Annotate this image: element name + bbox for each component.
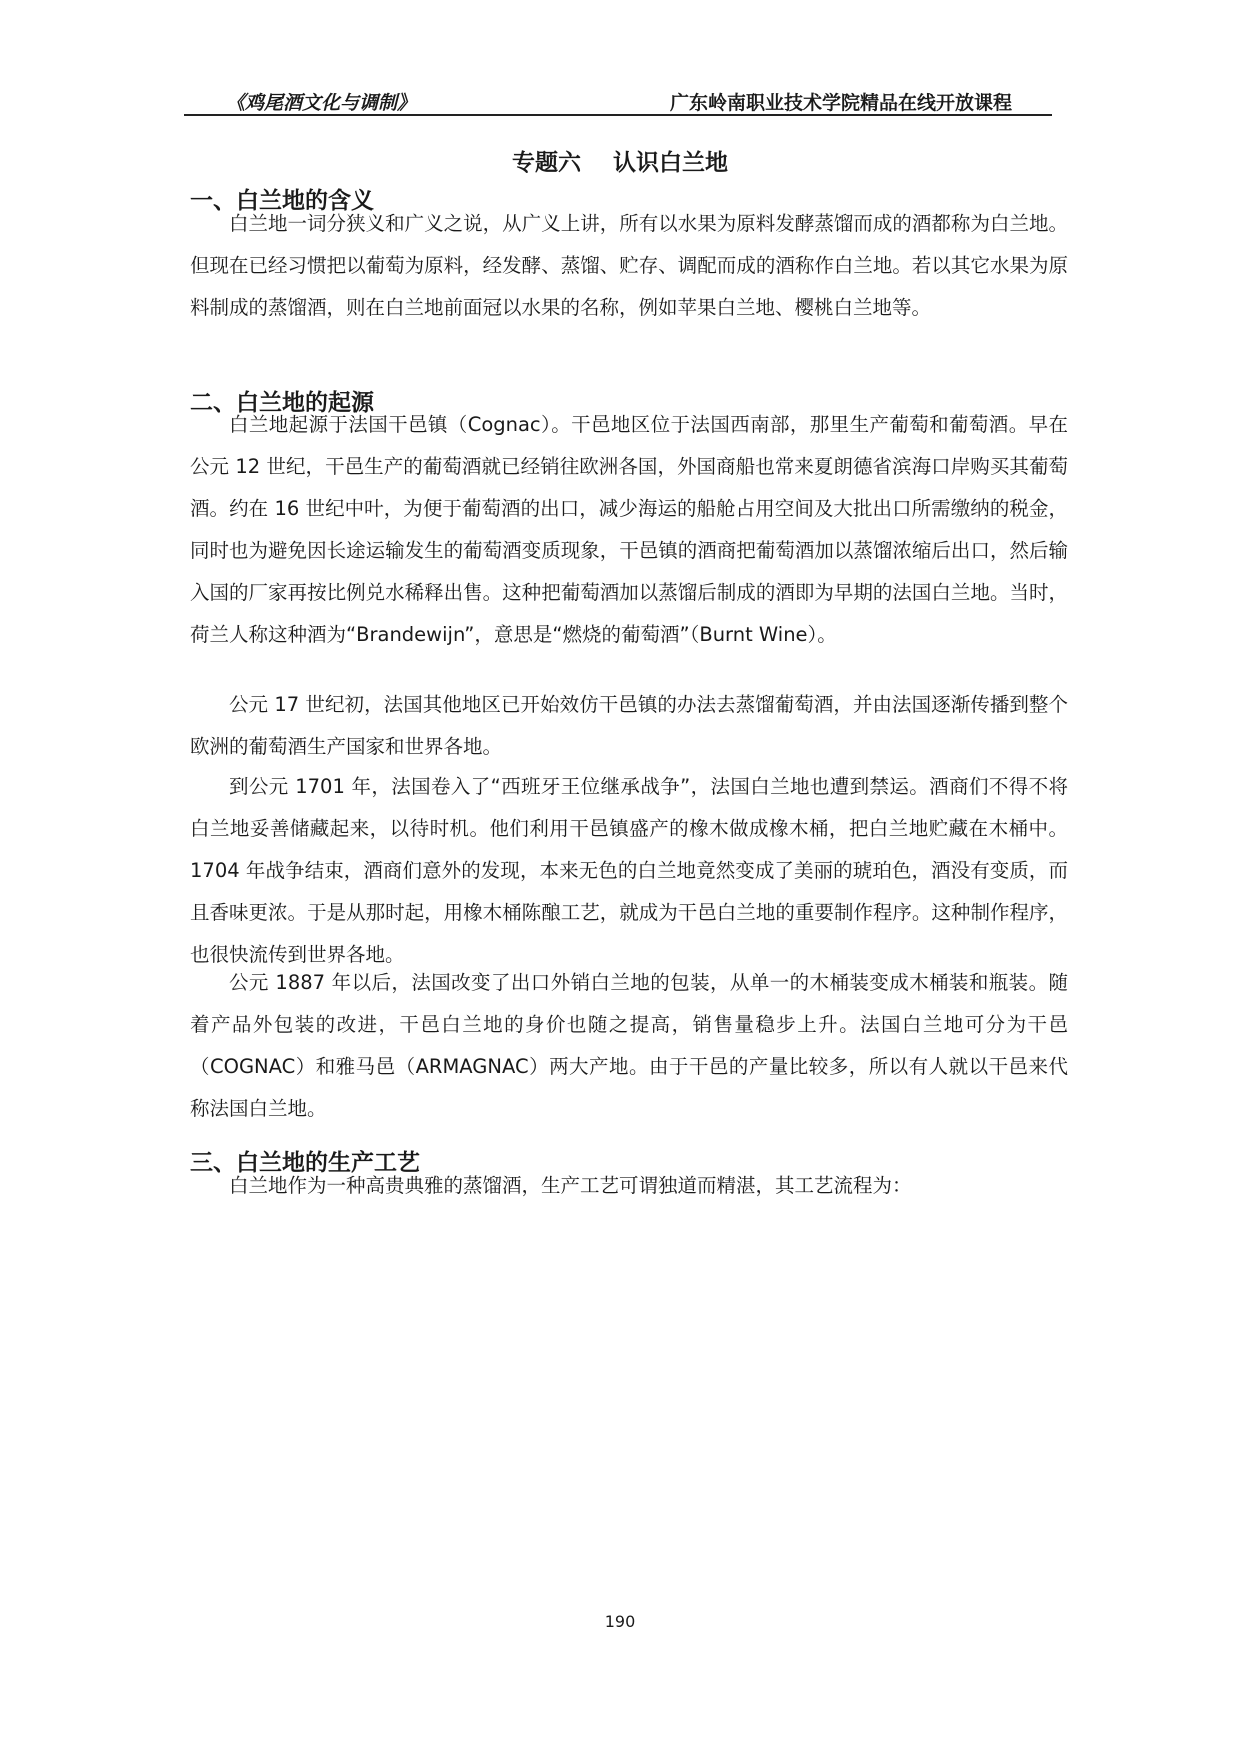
- header-course-title: 《鸡尾酒文化与调制》: [226, 92, 417, 114]
- section-heading-origin: 二、白兰地的起源: [190, 390, 374, 416]
- section-heading-production: 三、白兰地的生产工艺: [190, 1150, 420, 1176]
- section-heading-meaning: 一、白兰地的含义: [190, 188, 374, 214]
- paragraph: 公元 17 世纪初，法国其他地区已开始效仿干邑镇的办法去蒸馏葡萄酒，并由法国逐渐传播到整个欧洲的葡萄酒生产国家和世界各地。: [190, 693, 1068, 758]
- paragraph: 白兰地起源于法国干邑镇（Cognac）。干邑地区位于法国西南部，那里生产葡萄和葡萄酒。早在公元 12 世纪，干邑生产的葡萄酒就已经销往欧洲各国，外国商船也常来夏朗德省滨海口岸购买其葡萄酒。约在 16 世纪中叶，为便于葡萄酒的出口，减少海运的船舱占用空间及大批出口所需缴纳的税金，同时也为避免因长途运输发生的葡萄酒变质现象，干邑镇的酒商把葡萄酒加以蒸馏浓缩后出口，然后输入国的厂家再按比例兑水稀释出售。这种把葡萄酒加以蒸馏后制成的酒即为早期的法国白兰地。当时，荷兰人称这种酒为“Brandewijn”，意思是“燃烧的葡萄酒”（Burnt Wine）。: [190, 413, 1068, 646]
- page-header: [184, 84, 1052, 116]
- page-number: 190: [604, 1612, 636, 1631]
- paragraph: 白兰地一词分狭义和广义之说，从广义上讲，所有以水果为原料发酵蒸馏而成的酒都称为白兰地。但现在已经习惯把以葡萄为原料，经发酵、蒸馏、贮存、调配而成的酒称作白兰地。若以其它水果为原料制成的蒸馏酒，则在白兰地前面冠以水果的名称，例如苹果白兰地、樱桃白兰地等。: [190, 212, 1068, 319]
- paragraph: 到公元 1701 年，法国卷入了“西班牙王位继承战争”，法国白兰地也遭到禁运。酒商们不得不将白兰地妥善储藏起来，以待时机。他们利用干邑镇盛产的橡木做成橡木桶，把白兰地贮藏在木桶中。1704 年战争结束，酒商们意外的发现，本来无色的白兰地竟然变成了美丽的琥珀色，酒没有变质，而且香味更浓。于是从那时起，用橡木桶陈酿工艺，就成为干邑白兰地的重要制作程序。这种制作程序，也很快流传到世界各地。: [190, 775, 1068, 966]
- chapter-title: 专题六 认识白兰地: [511, 150, 729, 176]
- paragraph: 白兰地作为一种高贵典雅的蒸馏酒，生产工艺可谓独道而精湛，其工艺流程为：: [229, 1174, 912, 1197]
- paragraph: 公元 1887 年以后，法国改变了出口外销白兰地的包装，从单一的木桶装变成木桶装和瓶装。随着产品外包装的改进，干邑白兰地的身价也随之提高，销售量稳步上升。法国白兰地可分为干邑（COGNAC）和雅马邑（ARMAGNAC）两大产地。由于干邑的产量比较多，所以有人就以干邑来代称法国白兰地。: [190, 971, 1068, 1120]
- header-institution: 广东岭南职业技术学院精品在线开放课程: [669, 92, 1012, 114]
